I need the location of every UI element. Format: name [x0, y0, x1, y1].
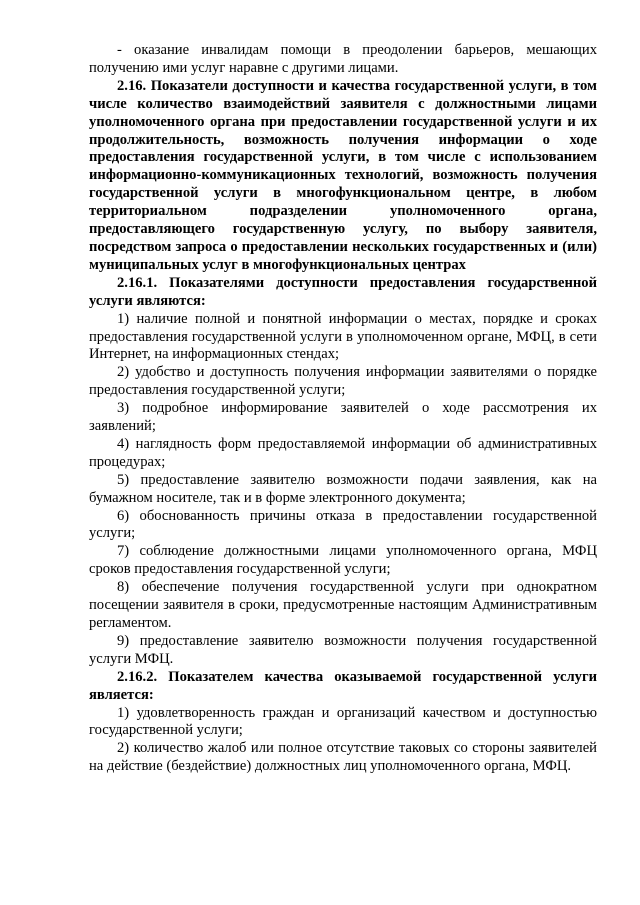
- list-item-3: 3) подробное информирование заявителей о ходе рассмотрения их заявлений;: [89, 400, 597, 435]
- list-item-1: 1) наличие полной и понятной информации о местах, порядке и сроках предоставления государственной услуги в уполномоченном органе, МФЦ, в сети Интернет, на информационных стендах;: [89, 310, 597, 363]
- section-heading-2-16: 2.16. Показатели доступности и качества государственной услуги, в том числе количество взаимодействий заявителя с должностными лицами уполномоченного органа при предоставлении государственной услуги и их продолжительность, возможность получения информации о ходе предоставления государственной услуги, в том числе с использованием информационно-коммуникационных технологий, возможность получения государственной услуги в многофункциональном центре, в любом территориальном подразделении уполномоченного органа, предоставляющего государственную услугу, по выбору заявителя, посредством запроса о предоставлении нескольких государственных и (или) муниципальных услуг в многофункциональных центрах: [89, 77, 597, 273]
- document-body: [89, 42, 597, 776]
- subsection-heading-2-16-1: 2.16.1. Показателями доступности предоставления государственной услуги являются:: [89, 274, 597, 309]
- list-item-7: 7) соблюдение должностными лицами уполномоченного органа, МФЦ сроков предоставления государственной услуги;: [89, 543, 597, 578]
- paragraph-disability-assistance: - оказание инвалидам помощи в преодолении барьеров, мешающих получению ими услуг наравне с другими лицами.: [89, 42, 597, 76]
- subsection-heading-2-16-2: 2.16.2. Показателем качества оказываемой государственной услуги является:: [89, 668, 597, 703]
- list-item-6: 6) обоснованность причины отказа в предоставлении государственной услуги;: [89, 507, 597, 542]
- list-item-5: 5) предоставление заявителю возможности подачи заявления, как на бумажном носителе, так и в форме электронного документа;: [89, 471, 597, 506]
- quality-item-2: 2) количество жалоб или полное отсутствие таковых со стороны заявителей на действие (бездействие) должностных лиц уполномоченного органа, МФЦ.: [89, 740, 597, 775]
- list-item-8: 8) обеспечение получения государственной услуги при однократном посещении заявителя в сроки, предусмотренные настоящим Административным регламентом.: [89, 579, 597, 631]
- list-item-2: 2) удобство и доступность получения информации заявителями о порядке предоставления государственной услуги;: [89, 364, 597, 399]
- list-item-9: 9) предоставление заявителю возможности получения государственной услуги МФЦ.: [89, 632, 597, 667]
- list-item-4: 4) наглядность форм предоставляемой информации об административных процедурах;: [89, 435, 597, 470]
- quality-item-1: 1) удовлетворенность граждан и организаций качеством и доступностью государственной услуги;: [89, 704, 597, 739]
